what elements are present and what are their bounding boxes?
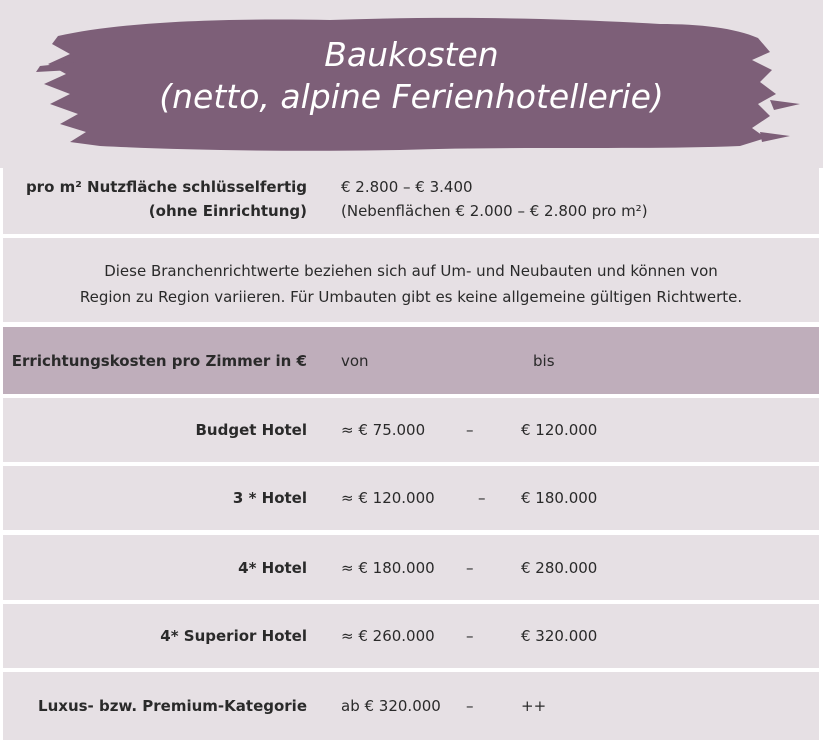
row-dash: – <box>466 421 474 439</box>
row-from: ab € 320.000 <box>341 697 441 715</box>
area-value-line-1: € 2.800 – € 3.400 <box>341 178 473 196</box>
row-dash: – <box>478 489 486 507</box>
area-value-line-2: (Nebenflächen € 2.000 – € 2.800 pro m²) <box>341 202 648 220</box>
table-row <box>3 604 819 668</box>
title-line-1: Baukosten <box>324 35 499 74</box>
table-row <box>3 672 819 740</box>
row-to: ++ <box>521 697 547 715</box>
title-banner <box>0 0 823 168</box>
area-label-line-1: pro m² Nutzfläche schlüsselfertig <box>25 178 307 196</box>
header-to: bis <box>533 351 555 370</box>
table-header-row <box>3 327 819 394</box>
note-line-2: Region zu Region variieren. Für Umbauten gibt es keine allgemeine gültigen Richtwerte. <box>79 288 743 306</box>
note-text <box>3 258 819 310</box>
row-from: ≈ € 75.000 <box>341 421 426 439</box>
row-label: 4* Hotel <box>238 558 307 577</box>
row-from: ≈ € 260.000 <box>341 627 435 645</box>
table-row <box>3 466 819 530</box>
page-title <box>0 34 823 118</box>
row-from: ≈ € 120.000 <box>341 489 435 507</box>
note-line-1: Diese Branchenrichtwerte beziehen sich auf Um- und Neubauten und können von <box>104 262 718 280</box>
row-to: € 120.000 <box>521 421 598 439</box>
row-dash: – <box>466 627 474 645</box>
row-from: ≈ € 180.000 <box>341 558 435 577</box>
row-dash: – <box>466 697 474 715</box>
table-row <box>3 398 819 462</box>
row-dash: – <box>466 558 474 577</box>
header-label: Errichtungskosten pro Zimmer in € <box>11 351 307 370</box>
row-label: Budget Hotel <box>195 421 307 439</box>
note-row <box>3 238 819 322</box>
title-line-2: (netto, alpine Ferienhotellerie) <box>159 77 664 116</box>
area-cost-row <box>3 168 819 234</box>
header-from: von <box>341 351 369 370</box>
row-label: Luxus- bzw. Premium-Kategorie <box>38 697 307 715</box>
table-row <box>3 535 819 600</box>
row-label: 4* Superior Hotel <box>160 627 307 645</box>
area-label-line-2: (ohne Einrichtung) <box>148 202 307 220</box>
row-to: € 320.000 <box>521 627 598 645</box>
row-to: € 180.000 <box>521 489 598 507</box>
row-label: 3 * Hotel <box>232 489 307 507</box>
row-to: € 280.000 <box>521 558 598 577</box>
